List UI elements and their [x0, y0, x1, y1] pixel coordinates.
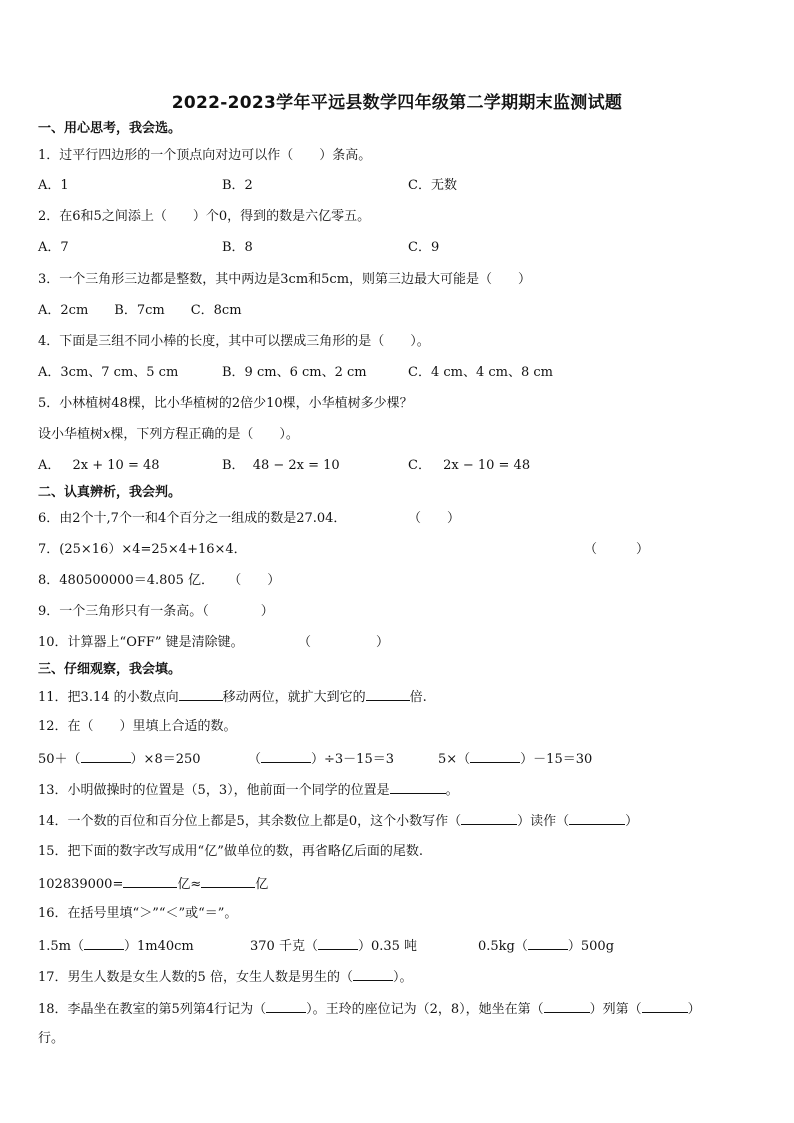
q11-part-2: 移动两位，就扩大到它的 [222, 690, 366, 705]
q7-answer-mark: （ ） [584, 542, 650, 557]
q13-part-2: 。 [445, 783, 459, 798]
q12-expression-1 [38, 749, 201, 769]
q12-e1-blank[interactable] [81, 749, 131, 763]
q16-e3-pre: 0.5kg（ [478, 939, 528, 954]
q12-expression-3 [438, 749, 592, 769]
q17-blank[interactable] [353, 967, 393, 981]
q17-part-2: ）。 [392, 970, 413, 985]
q5-option-c-equation: 2x − 10 = 48 [443, 458, 531, 473]
question-13 [38, 780, 459, 800]
q14-part-3: ） [625, 814, 639, 829]
q12-e3-post: ）－15＝30 [520, 752, 593, 767]
question-18 [38, 999, 701, 1019]
q11-blank-2[interactable] [366, 687, 410, 701]
q18-blank-3[interactable] [642, 999, 688, 1013]
question-15: 15．把下面的数字改写成用“亿”做单位的数，再省略亿后面的尾数. [38, 844, 423, 859]
q1-option-a: A．1 [38, 178, 69, 193]
q15-part-3: 亿 [255, 877, 269, 892]
q16-comparison-1 [38, 936, 194, 956]
q14-part-2: ）读作（ [517, 814, 570, 829]
q16-e1-blank[interactable] [84, 936, 124, 950]
q8-answer-mark: （ ） [228, 573, 281, 588]
q18-blank-2[interactable] [544, 999, 590, 1013]
q4-option-b: B．9 cm、6 cm、2 cm [222, 365, 367, 380]
q18-part-4: ） [687, 1002, 701, 1017]
q12-e1-post: ）×8＝250 [130, 752, 201, 767]
q16-e2-blank[interactable] [318, 936, 358, 950]
q5-option-b-label: B． [222, 458, 245, 473]
page-title: 2022-2023学年平远县数学四年级第二学期期末监测试题 [171, 93, 623, 113]
question-5: 5．小林植树48棵，比小华植树的2倍少10棵，小华植树多少棵？ [38, 396, 413, 411]
q18-continuation: 行。 [38, 1031, 65, 1046]
q16-e1-post: ）1m40cm [124, 939, 194, 954]
q13-part-1: 13．小明做操时的位置是（5，3），他前面一个同学的位置是 [38, 783, 390, 798]
q12-e3-pre: 5×（ [438, 752, 471, 767]
q5-option-a [38, 457, 160, 475]
q5-sub-variable: x [103, 427, 111, 442]
q1-option-b: B．2 [222, 178, 253, 193]
q11-blank-1[interactable] [179, 687, 223, 701]
q16-comparison-2 [250, 936, 417, 956]
section-2-heading: 二、认真辨析，我会判。 [38, 485, 182, 500]
q18-part-1: 18．李晶坐在教室的第5列第4行记为（ [38, 1002, 267, 1017]
q17-part-1: 17．男生人数是女生人数的5 倍，女生人数是男生的（ [38, 970, 353, 985]
question-16: 16．在括号里填“＞”“＜”或“＝”。 [38, 906, 238, 921]
q14-part-1: 14．一个数的百位和百分位上都是5，其余数位上都是0，这个小数写作（ [38, 814, 462, 829]
q8-stem: 8．480500000＝4.805 亿． [38, 573, 215, 588]
q5-option-a-equation: 2x + 10 = 48 [72, 458, 160, 473]
q16-comparison-3 [478, 936, 614, 956]
q16-e3-post: ）500g [567, 939, 615, 954]
q12-expression-2 [248, 749, 394, 769]
q12-e2-blank[interactable] [261, 749, 311, 763]
q14-blank-2[interactable] [569, 811, 625, 825]
q12-e2-post: ）÷3－15＝3 [311, 752, 394, 767]
question-11 [38, 687, 427, 707]
section-1-heading: 一、用心思考，我会选。 [38, 121, 182, 136]
q1-option-c: C．无数 [408, 178, 457, 193]
q13-blank[interactable] [390, 780, 446, 794]
question-8 [38, 572, 280, 590]
q9-stem: 9．一个三角形只有一条高。 [38, 604, 203, 619]
q5-option-a-label: A． [38, 458, 61, 473]
q18-part-3: ）列第（ [589, 1002, 642, 1017]
q5-option-b [222, 457, 340, 475]
q2-option-c: C．9 [408, 240, 440, 255]
q10-answer-mark: （ ） [298, 635, 390, 650]
question-12: 12．在（ ）里填上合适的数。 [38, 719, 237, 734]
q2-option-a: A．7 [38, 240, 69, 255]
q18-part-2: ）。王玲的座位记为（2，8），她坐在第（ [306, 1002, 544, 1017]
q5-option-c [408, 457, 530, 475]
q5-subquestion [38, 426, 299, 444]
q12-e3-blank[interactable] [470, 749, 520, 763]
question-6: 6．由2个十,7个一和4个百分之一组成的数是27.04． [38, 511, 347, 526]
q11-part-3: 倍. [409, 690, 427, 705]
section-3-heading: 三、仔细观察，我会填。 [38, 662, 182, 677]
q16-e1-pre: 1.5m（ [38, 939, 85, 954]
question-1: 1．过平行四边形的一个顶点向对边可以作（ ）条高。 [38, 148, 372, 163]
question-10: 10．计算器上“OFF” 键是清除键。 [38, 635, 244, 650]
q16-e3-blank[interactable] [528, 936, 568, 950]
q6-answer-mark: （ ） [408, 511, 461, 526]
q11-part-1: 11．把3.14 的小数点向 [38, 690, 179, 705]
q16-e2-pre: 370 千克（ [250, 939, 318, 954]
q15-answer-line [38, 874, 268, 894]
question-17 [38, 967, 412, 987]
q15-part-1: 102839000= [38, 877, 124, 892]
q18-blank-1[interactable] [266, 999, 306, 1013]
q5-option-c-label: C． [408, 458, 431, 473]
q15-part-2: 亿≈ [177, 877, 202, 892]
q12-e2-pre: （ [248, 752, 262, 767]
q15-blank-2[interactable] [201, 874, 255, 888]
q14-blank-1[interactable] [461, 811, 517, 825]
q4-option-c: C．4 cm、4 cm、8 cm [408, 365, 553, 380]
q16-e2-post: ）0.35 吨 [357, 939, 418, 954]
q3-options: A．2cm B．7cm C．8cm [38, 303, 242, 318]
q5-sub-post: 棵，下列方程正确的是（ ）。 [110, 427, 299, 442]
question-14 [38, 811, 638, 831]
q5-sub-pre: 设小华植树 [38, 427, 104, 442]
question-4: 4．下面是三组不同小棒的长度，其中可以摆成三角形的是（ ）。 [38, 334, 430, 349]
q9-answer-mark: （ ） [202, 604, 274, 619]
q5-option-b-equation: 48 − 2x = 10 [252, 458, 340, 473]
q4-option-a: A．3cm、7 cm、5 cm [38, 365, 179, 380]
question-2: 2．在6和5之间添上（ ）个0，得到的数是六亿零五。 [38, 209, 371, 224]
q15-blank-1[interactable] [123, 874, 177, 888]
q12-e1-pre: 50＋（ [38, 752, 81, 767]
q2-option-b: B．8 [222, 240, 253, 255]
question-7: 7．(25×16）×4=25×4+16×4． [38, 542, 247, 557]
question-3: 3．一个三角形三边都是整数，其中两边是3cm和5cm，则第三边最大可能是（ ） [38, 272, 532, 287]
question-9 [38, 603, 274, 621]
